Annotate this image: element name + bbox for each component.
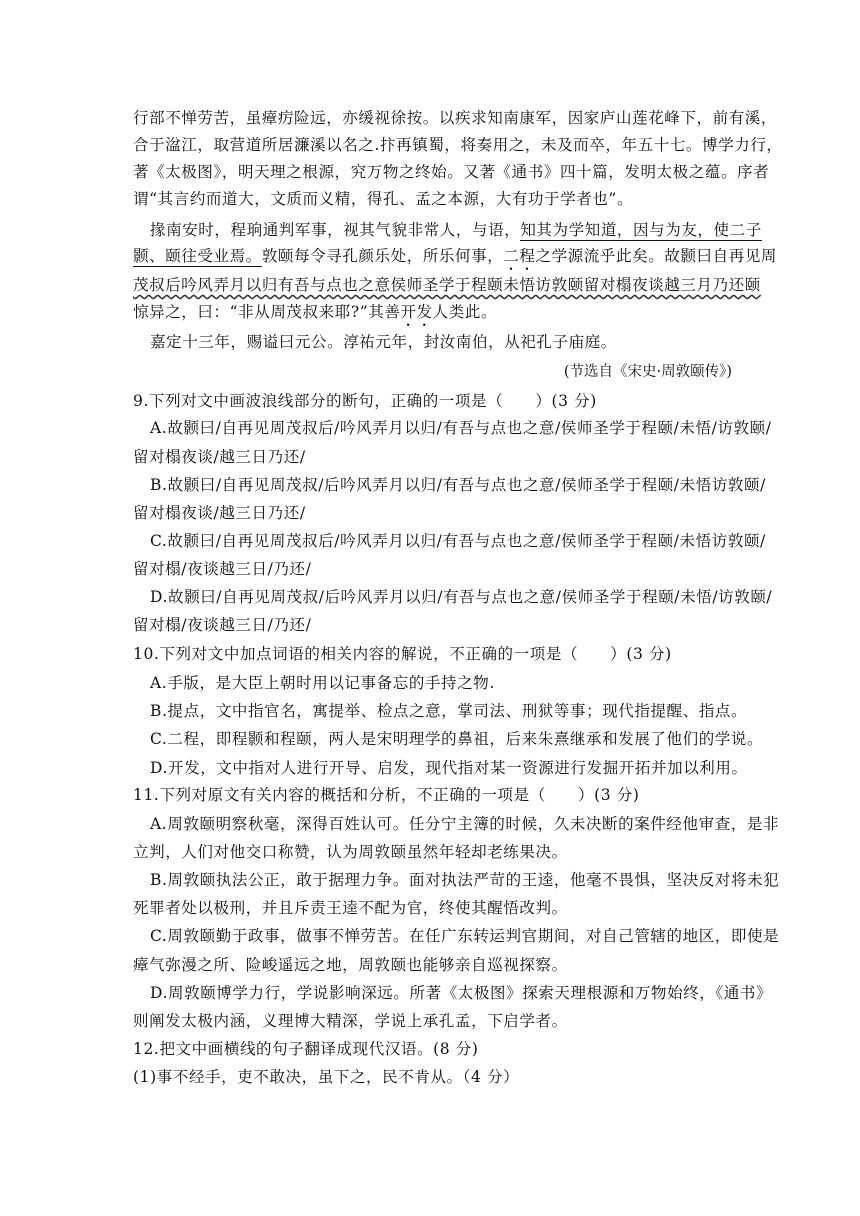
question-12-stem: 12.把文中画横线的句子翻译成现代汉语。(8 分) [133,1040,479,1058]
passage-line [133,302,733,330]
wavy-underlined-text: 茂叔后吟风弄月以归有吾与点也之意侯师圣学于程颐未悟访敦颐留对榻夜谈越三月乃还颐 [133,276,761,294]
question-9-option-a-cont: 留对榻夜谈/越三日乃还/ [133,448,306,466]
question-11-option-b-cont: 死罪者处以极刑，并且斥责王逵不配为官，终使其醒悟改判。 [133,899,568,917]
question-9-option-b: B.故颢曰/自再见周茂叔/后吟风弄月以归/有吾与点也之意/侯师圣学于程颐/未悟访敦颐/ [150,476,766,494]
passage-line: 著《太极图》，明天理之根源，究万物之终始。又著《通书》四十篇，发明太极之蕴。序者 [133,163,770,181]
question-10-stem: 10.下列对文中加点词语的相关内容的解说，不正确的一项是（ ）(3 分) [133,645,672,663]
question-10-option-c: C.二程，即程颢和程颐，两人是宋明理学的鼻祖，后来朱熹继承和发展了他们的学说。 [150,730,764,748]
question-11-option-c-cont: 瘴气弥漫之所、险峻遥远之地，周敦颐也能够亲自巡视探察。 [133,956,568,974]
question-10-option-b: B.提点，文中指官名，寓提举、检点之意，掌司法、刑狱等事；现代指提醒、指点。 [150,702,748,720]
question-12-sentence-1: (1)事不经手，吏不敢决，虽下之，民不肯从。（4 分） [133,1068,520,1086]
question-11-option-a-cont: 立判，人们对他交口称赞，认为周敦颐虽然年轻却老练果决。 [133,843,568,861]
passage-line: 行部不惮劳苦，虽瘴疠险远，亦缓视徐按。以疾求知南康军，因家庐山莲花峰下，前有溪， [133,109,778,127]
question-9-option-d-cont: 留对榻/夜谈越三日/乃还/ [133,616,312,634]
passage-line: 谓“其言约而道大，文质而义精，得孔、孟之本源，大有功于学者也”。 [133,190,634,208]
question-11-option-c: C.周敦颐勤于政事，做事不惮劳苦。在任广东转运判官期间，对自己管辖的地区，即使是 [150,927,780,945]
passage-line: 合于湓江，取营道所居濂溪以名之.抃再镇蜀，将奏用之，未及而卒，年五十七。博学力行， [133,136,783,154]
question-9-option-c-cont: 留对榻/夜谈越三日/乃还/ [133,560,312,578]
underlined-sentence: 知其为学知道，因与为友，使二子 [520,221,762,239]
dotted-term: 二程 [503,247,536,265]
passage-line: 嘉定十三年，赐谥曰元公。淳祐元年，封汝南伯，从祀孔子庙庭。 [150,333,617,351]
question-11-option-d-cont: 则阐发太极内涵，义理博大精深，学说上承孔孟，下启学者。 [133,1012,568,1030]
source-citation: (节选自《宋史·周敦颐传》) [563,364,732,380]
passage-text: 惊异之，曰：“非从周茂叔来耶?”其善 [133,303,401,321]
question-11-option-a: A.周敦颐明察秋毫，深得百姓认可。任分宁主簿的时候，久未决断的案件经他审查，是非 [150,815,780,833]
passage-text: 人类此。 [432,303,498,321]
passage-line [133,275,761,295]
question-9-stem: 9.下列对文中画波浪线部分的断句，正确的一项是（ ）(3 分) [133,392,597,410]
underlined-sentence: 颢、颐往受业焉。 [133,247,262,265]
question-11-stem: 11.下列对原文有关内容的概括和分析，不正确的一项是（ ）(3 分) [133,786,640,804]
question-9-option-c: C.故颢曰/自再见周茂叔后/吟风弄月以归/有吾与点也之意/侯师圣学于程颐/未悟访敦颐/ [150,532,766,550]
passage-line [150,220,762,240]
passage-text: 掾南安时，程珦通判军事，视其气貌非常人，与语， [150,221,521,239]
passage-line [133,246,778,274]
question-10-option-d: D.开发，文中指对人进行开导、启发，现代指对某一资源进行发掘开拓并加以利用。 [150,759,748,777]
question-9-option-b-cont: 留对榻夜谈/越三日乃还/ [133,504,306,522]
passage-text: 敦颐每令寻孔颜乐处，所乐何事， [261,247,504,265]
passage-text: 之学源流乎此矣。故颢曰自再见周 [535,247,778,265]
question-11-option-d: D.周敦颐博学力行，学说影响深远。所著《太极图》探索天理根源和万物始终，《通书》 [150,984,773,1002]
question-9-option-a: A.故颢曰/自再见周茂叔后/吟风弄月以归/有吾与点也之意/侯师圣学于程颐/未悟/访敦颐/ [150,419,772,437]
question-9-option-d: D.故颢曰/自再见周茂叔/后吟风弄月以归/有吾与点也之意/侯师圣学于程颐/未悟/访敦颐/ [150,588,773,606]
dotted-term: 开发 [400,303,433,321]
question-10-option-a: A.手版，是大臣上朝时用以记事备忘的手持之物. [150,674,495,692]
question-11-option-b: B.周敦颐执法公正，敢于据理力争。面对执法严苛的王逵，他毫不畏惧，坚决反对将未犯 [150,871,780,889]
